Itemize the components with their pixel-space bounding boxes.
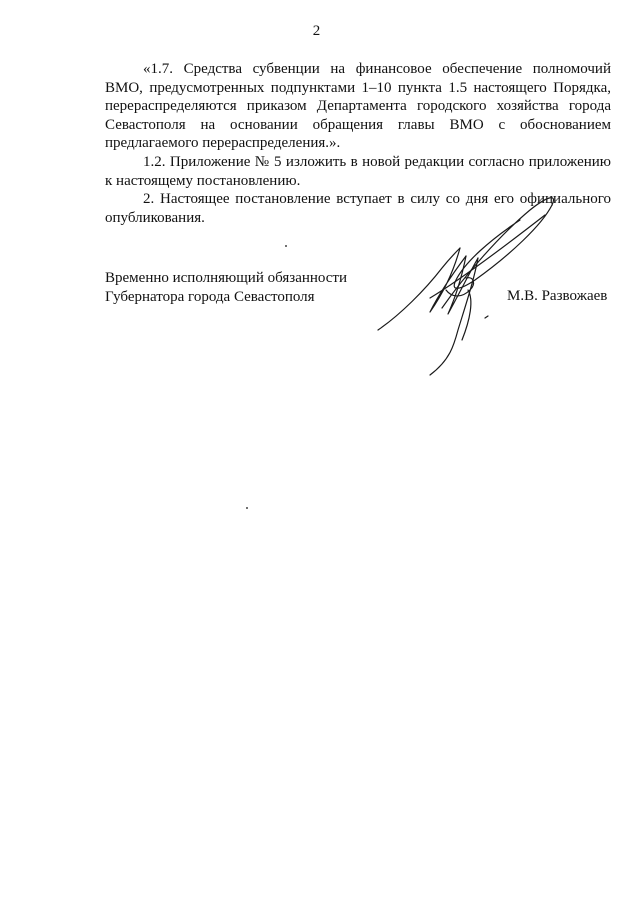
signatory-title-line-2: Губернатора города Севастополя (105, 288, 315, 305)
handwritten-signature (370, 180, 570, 380)
signatory-title-line-1: Временно исполняющий обязанности (105, 270, 348, 286)
scan-speck (246, 507, 248, 509)
signer-name: М.В. Развожаев (507, 288, 608, 304)
paragraph-1-7: «1.7. Средства субвенции на финансовое обеспечение полномочий ВМО, предусмотренных подпунктами 1–10 пункта 1.5 настоящего Порядка, перераспределяются приказом Департамента городского хозяйства города Севастополя на основании обращения главы ВМО с обоснованием предлагаемого перераспределения.». (105, 61, 611, 152)
signatory-title (105, 269, 347, 306)
page-number: 2 (312, 23, 321, 39)
paragraph-1-2: 1.2. Приложение № 5 изложить в новой редакции согласно приложению к настоящему постановлению. (105, 153, 611, 189)
paragraph-2: 2. Настоящее постановление вступает в силу со дня его официального опубликования. (105, 191, 611, 226)
scan-speck (285, 245, 287, 247)
